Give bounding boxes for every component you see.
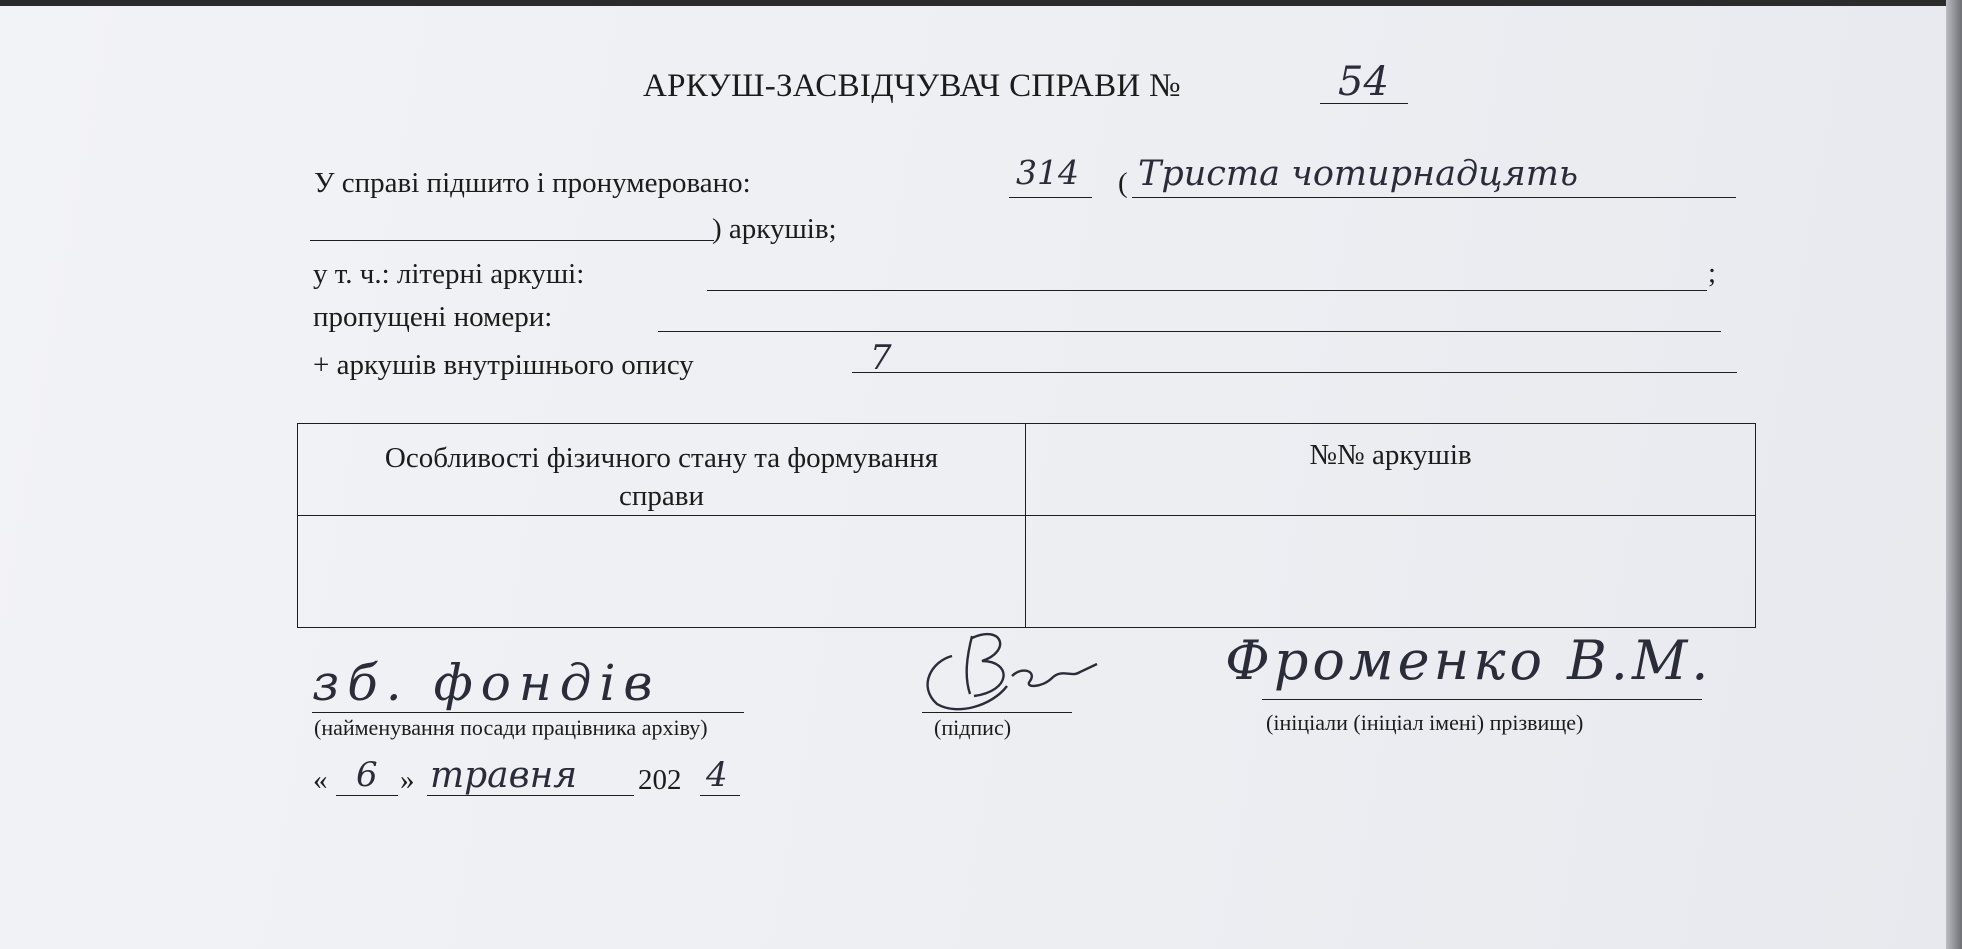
date-year-handwritten: 4 xyxy=(706,755,728,795)
position-handwritten: зб. фондів xyxy=(312,654,661,712)
table-cell-condition xyxy=(298,516,1026,628)
signature-caption: (підпис) xyxy=(934,715,1012,740)
paper-edge-shadow xyxy=(1946,0,1962,949)
position-caption: (найменування посади працівника архіву) xyxy=(314,715,708,740)
sheets-words-continuation-underline xyxy=(310,240,714,241)
date-open-quote: « xyxy=(313,764,328,796)
page-title: АРКУШ-ЗАСВІДЧУВАЧ СПРАВИ № xyxy=(643,68,1181,104)
table-header-sheet-numbers: №№ аркушів xyxy=(1026,424,1756,516)
sheets-count-underline xyxy=(1009,197,1092,198)
archive-case-certification-sheet xyxy=(0,6,1946,949)
skipped-numbers-underline xyxy=(658,331,1721,332)
sheets-words-underline xyxy=(1132,197,1736,198)
physical-condition-table xyxy=(297,423,1756,628)
inner-inventory-handwritten: 7 xyxy=(870,338,892,378)
lettered-sheets-end: ; xyxy=(1708,257,1717,289)
date-day-underline xyxy=(336,795,398,796)
position-underline xyxy=(312,712,744,713)
inner-inventory-label: + аркушів внутрішнього опису xyxy=(313,349,694,381)
date-close-quote: » xyxy=(400,764,415,796)
date-day-handwritten: 6 xyxy=(356,755,378,795)
date-month-handwritten: травня xyxy=(430,755,578,796)
signature-underline xyxy=(922,712,1072,713)
sheets-suffix: ) аркушів; xyxy=(712,213,837,245)
lettered-sheets-label: у т. ч.: літерні аркуші: xyxy=(313,258,585,290)
sheets-count-handwritten: 314 xyxy=(1016,153,1079,192)
inner-inventory-underline xyxy=(852,372,1737,373)
case-number-handwritten: 54 xyxy=(1338,59,1389,105)
table-header-condition: Особливості фізичного стану та формування справи xyxy=(298,424,1026,516)
date-year-prefix: 202 xyxy=(638,764,682,796)
table-cell-sheet-numbers xyxy=(1026,516,1756,628)
skipped-numbers-label: пропущені номери: xyxy=(313,301,553,333)
open-paren: ( xyxy=(1118,167,1128,199)
name-handwritten: Фроменко В.М. xyxy=(1225,629,1713,692)
name-caption: (ініціали (ініціал імені) прізвище) xyxy=(1266,710,1584,735)
sheets-words-handwritten: Триста чотирнадцять xyxy=(1138,154,1578,194)
sheets-count-label: У справі підшито і пронумеровано: xyxy=(314,167,751,199)
lettered-sheets-underline xyxy=(707,290,1707,291)
date-year-underline xyxy=(700,795,740,796)
handwritten-signature xyxy=(912,616,1102,716)
name-underline xyxy=(1262,699,1702,700)
